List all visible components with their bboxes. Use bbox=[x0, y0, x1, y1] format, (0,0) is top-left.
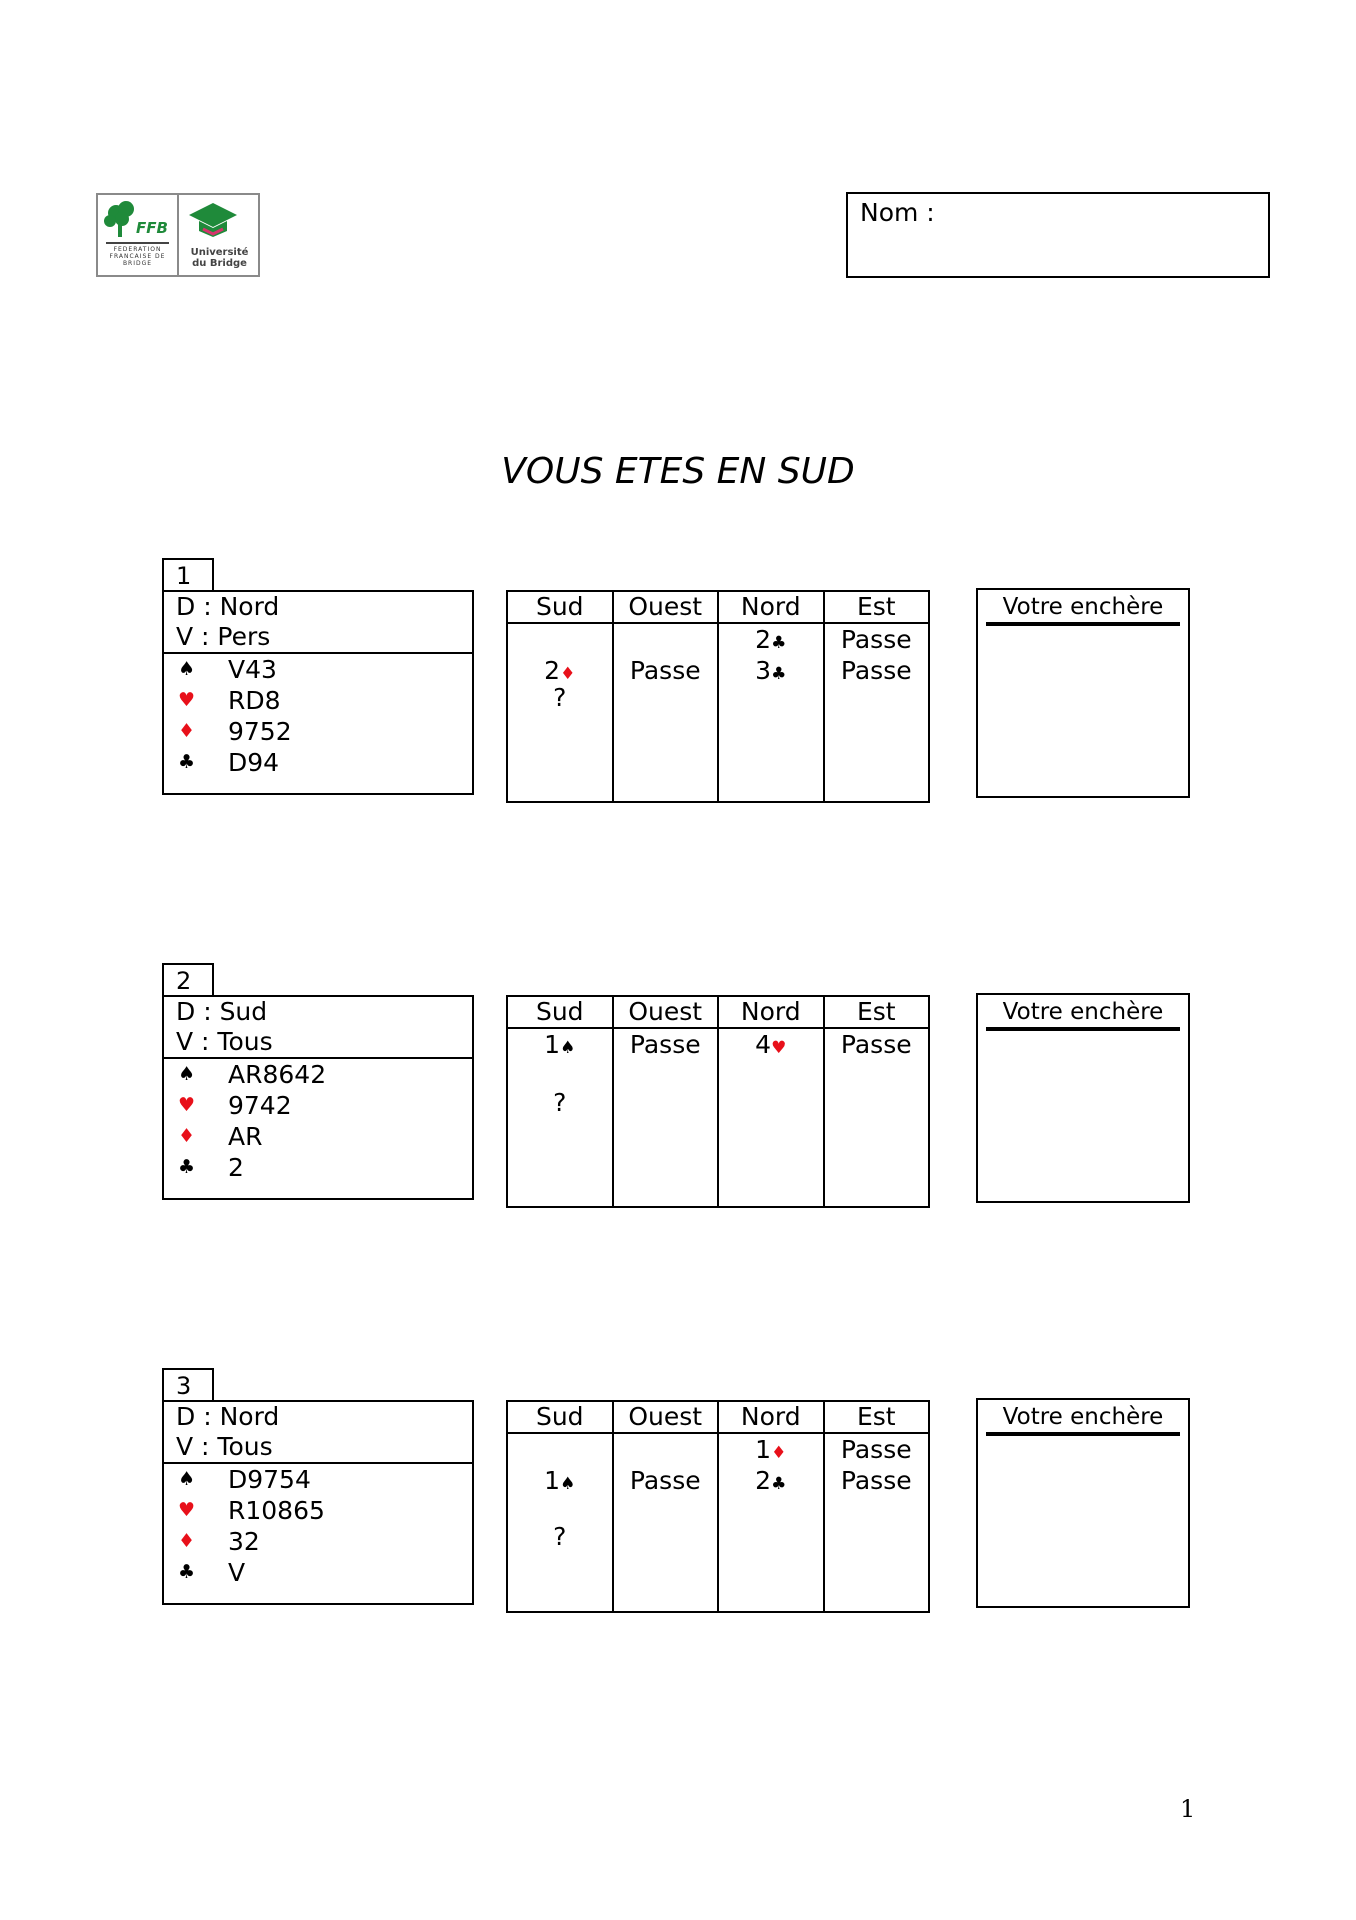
answer-box[interactable] bbox=[976, 1398, 1190, 1608]
spade-icon: ♠ bbox=[178, 1468, 196, 1490]
dealer: D : Nord bbox=[176, 1402, 280, 1431]
bid-header-est: Est bbox=[825, 997, 929, 1029]
suit-row-spade bbox=[164, 1464, 472, 1495]
universite-logo bbox=[177, 195, 258, 275]
deal-number: 3 bbox=[162, 1368, 214, 1401]
bid-header-ouest: Ouest bbox=[614, 592, 718, 624]
diamond-icon: ♦ bbox=[771, 1443, 787, 1463]
bid-cell bbox=[614, 1435, 718, 1465]
bid-value: Passe bbox=[840, 1435, 912, 1464]
bid-value: Passe bbox=[629, 1466, 701, 1495]
heart-icon: ♥ bbox=[178, 689, 196, 711]
suit-row-diamond bbox=[164, 1526, 472, 1557]
bid-column-nord bbox=[717, 592, 823, 801]
spade-icon: ♠ bbox=[560, 1038, 576, 1058]
page-number: 1 bbox=[1180, 1795, 1196, 1823]
diamond-cards: AR bbox=[228, 1122, 263, 1151]
bid-cell bbox=[614, 656, 718, 686]
suit-row-club bbox=[164, 1152, 472, 1183]
bid-column-nord bbox=[717, 1402, 823, 1611]
logo bbox=[96, 193, 260, 277]
spade-cards: D9754 bbox=[228, 1465, 311, 1494]
bid-column-ouest bbox=[612, 997, 718, 1206]
suit-row-club bbox=[164, 747, 472, 778]
bid-cell bbox=[508, 1435, 612, 1465]
bid-value: Passe bbox=[840, 625, 912, 654]
diamond-icon: ♦ bbox=[178, 1530, 196, 1552]
bid-value: ? bbox=[553, 1088, 567, 1117]
bid-value: 1 bbox=[544, 1030, 561, 1059]
bid-column-ouest bbox=[612, 592, 718, 801]
suit-row-diamond bbox=[164, 1121, 472, 1152]
bid-cell bbox=[825, 1466, 929, 1496]
bid-cell bbox=[825, 656, 929, 686]
club-icon: ♣ bbox=[178, 1561, 196, 1583]
vulnerability: V : Tous bbox=[176, 1432, 273, 1461]
bid-column-nord bbox=[717, 997, 823, 1206]
bid-cell bbox=[508, 1088, 612, 1118]
bid-value: 1 bbox=[544, 1466, 561, 1495]
bid-value: 1 bbox=[755, 1435, 772, 1464]
bid-cell bbox=[508, 625, 612, 655]
bid-column-ouest bbox=[612, 1402, 718, 1611]
hand-info bbox=[164, 997, 472, 1059]
bid-cell bbox=[719, 1435, 823, 1465]
bid-column-sud bbox=[508, 1402, 612, 1611]
deal-number: 1 bbox=[162, 558, 214, 591]
spade-icon: ♠ bbox=[560, 1474, 576, 1494]
club-icon: ♣ bbox=[178, 1156, 196, 1178]
bidding-table bbox=[506, 995, 930, 1208]
spade-icon: ♠ bbox=[178, 1063, 196, 1085]
club-icon: ♣ bbox=[771, 1474, 787, 1494]
suit-row-heart bbox=[164, 1495, 472, 1526]
deal bbox=[0, 558, 1356, 818]
bid-column-sud bbox=[508, 592, 612, 801]
name-field[interactable] bbox=[846, 192, 1270, 278]
bid-column-sud bbox=[508, 997, 612, 1206]
suit-row-club bbox=[164, 1557, 472, 1588]
answer-label: Votre enchère bbox=[986, 592, 1180, 626]
logo-divider bbox=[106, 242, 169, 244]
bid-cell bbox=[719, 1466, 823, 1496]
bid-column-est bbox=[823, 997, 929, 1206]
bid-cell bbox=[825, 1435, 929, 1465]
vulnerability: V : Tous bbox=[176, 1027, 273, 1056]
bid-cell bbox=[825, 625, 929, 655]
suit-row-spade bbox=[164, 1059, 472, 1090]
bid-value: 2 bbox=[544, 656, 561, 685]
bid-column-est bbox=[823, 592, 929, 801]
heart-cards: RD8 bbox=[228, 686, 281, 715]
bid-value: ? bbox=[553, 1522, 567, 1551]
bid-cell bbox=[508, 1522, 612, 1552]
club-icon: ♣ bbox=[178, 751, 196, 773]
dealer: D : Sud bbox=[176, 997, 268, 1026]
bid-header-nord: Nord bbox=[719, 997, 823, 1029]
diamond-icon: ♦ bbox=[178, 720, 196, 742]
bid-cell bbox=[508, 1493, 612, 1523]
bid-cell bbox=[614, 1466, 718, 1496]
page-title: VOUS ETES EN SUD bbox=[501, 451, 855, 492]
answer-label: Votre enchère bbox=[986, 997, 1180, 1031]
bid-column-est bbox=[823, 1402, 929, 1611]
bid-value: 4 bbox=[755, 1030, 772, 1059]
graduation-cap-icon bbox=[179, 195, 257, 245]
bid-value: 2 bbox=[755, 1466, 772, 1495]
bid-cell bbox=[719, 656, 823, 686]
deal-number: 2 bbox=[162, 963, 214, 996]
bid-header-ouest: Ouest bbox=[614, 1402, 718, 1434]
bid-value: Passe bbox=[629, 656, 701, 685]
bid-header-sud: Sud bbox=[508, 592, 612, 624]
bid-header-sud: Sud bbox=[508, 1402, 612, 1434]
spade-cards: AR8642 bbox=[228, 1060, 327, 1089]
bid-value: 3 bbox=[755, 656, 772, 685]
suit-row-diamond bbox=[164, 716, 472, 747]
heart-icon: ♥ bbox=[178, 1499, 196, 1521]
bid-cell bbox=[719, 625, 823, 655]
heart-cards: R10865 bbox=[228, 1496, 325, 1525]
spade-icon: ♠ bbox=[178, 658, 196, 680]
bid-value: Passe bbox=[840, 1030, 912, 1059]
ffb-logo bbox=[98, 195, 177, 275]
bid-cell bbox=[508, 656, 612, 686]
hand-info bbox=[164, 592, 472, 654]
suit-row-heart bbox=[164, 1090, 472, 1121]
diamond-icon: ♦ bbox=[178, 1125, 196, 1147]
dealer: D : Nord bbox=[176, 592, 280, 621]
bidding-table bbox=[506, 590, 930, 803]
answer-box[interactable] bbox=[976, 993, 1190, 1203]
ffb-logo-subtitle: FEDERATION FRANCAISE DE BRIDGE bbox=[109, 246, 166, 267]
bid-value: ? bbox=[553, 683, 567, 712]
heart-icon: ♥ bbox=[178, 1094, 196, 1116]
bid-value: Passe bbox=[629, 1030, 701, 1059]
bid-header-nord: Nord bbox=[719, 592, 823, 624]
diamond-cards: 32 bbox=[228, 1527, 260, 1556]
bid-cell bbox=[614, 625, 718, 655]
suit-row-heart bbox=[164, 685, 472, 716]
bid-header-est: Est bbox=[825, 1402, 929, 1434]
diamond-icon: ♦ bbox=[560, 664, 576, 684]
bid-cell bbox=[614, 1030, 718, 1060]
bid-cell bbox=[508, 1061, 612, 1091]
bid-header-sud: Sud bbox=[508, 997, 612, 1029]
answer-label: Votre enchère bbox=[986, 1402, 1180, 1436]
hand-diagram bbox=[162, 995, 474, 1200]
bid-header-est: Est bbox=[825, 592, 929, 624]
deal bbox=[0, 963, 1356, 1223]
bid-cell bbox=[508, 683, 612, 713]
bid-cell bbox=[825, 1030, 929, 1060]
bid-value: 2 bbox=[755, 625, 772, 654]
club-cards: V bbox=[228, 1558, 246, 1587]
club-cards: 2 bbox=[228, 1153, 244, 1182]
club-cards: D94 bbox=[228, 748, 280, 777]
bid-value: Passe bbox=[840, 656, 912, 685]
heart-icon: ♥ bbox=[771, 1038, 787, 1058]
club-icon: ♣ bbox=[771, 633, 787, 653]
bidding-table bbox=[506, 1400, 930, 1613]
bid-header-nord: Nord bbox=[719, 1402, 823, 1434]
club-icon: ♣ bbox=[771, 664, 787, 684]
ffb-logo-text: FFB bbox=[136, 219, 168, 237]
hand-diagram bbox=[162, 1400, 474, 1605]
bid-cell bbox=[508, 1030, 612, 1060]
bid-header-ouest: Ouest bbox=[614, 997, 718, 1029]
vulnerability: V : Pers bbox=[176, 622, 271, 651]
hand-info bbox=[164, 1402, 472, 1464]
bid-cell bbox=[508, 1466, 612, 1496]
hand-diagram bbox=[162, 590, 474, 795]
diamond-cards: 9752 bbox=[228, 717, 292, 746]
bid-value: Passe bbox=[840, 1466, 912, 1495]
name-label: Nom : bbox=[860, 198, 935, 227]
deal bbox=[0, 1368, 1356, 1628]
spade-cards: V43 bbox=[228, 655, 277, 684]
heart-cards: 9742 bbox=[228, 1091, 292, 1120]
universite-logo-text: Université du Bridge bbox=[190, 247, 249, 269]
bid-cell bbox=[719, 1030, 823, 1060]
answer-box[interactable] bbox=[976, 588, 1190, 798]
suit-row-spade bbox=[164, 654, 472, 685]
